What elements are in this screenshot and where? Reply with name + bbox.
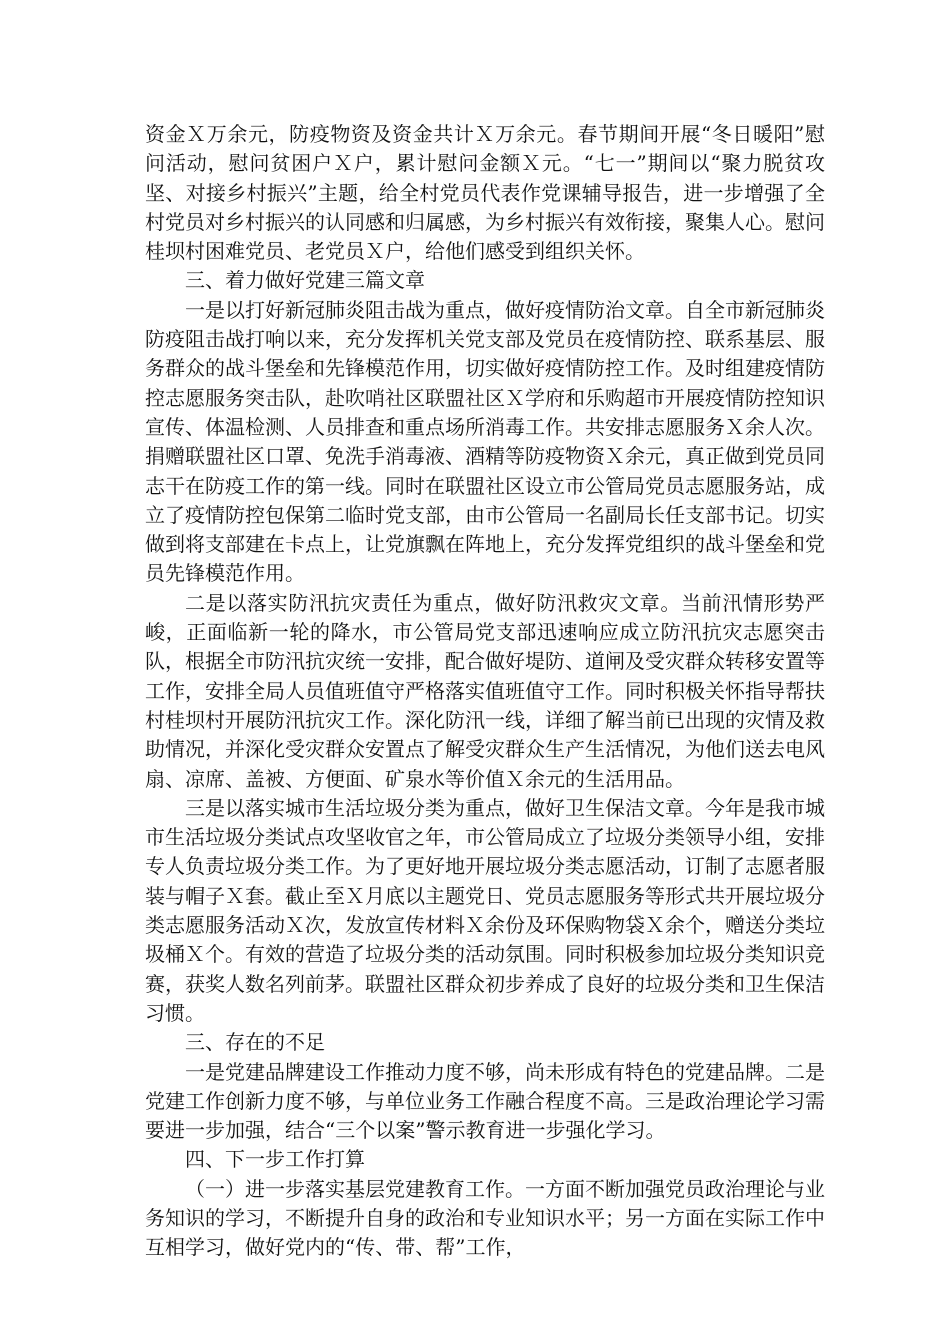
paragraph-next-steps: （一）进一步落实基层党建教育工作。一方面不断加强党员政治理论与业务知识的学习，不断提升自身的政治和专业知识水平；另一方面在实际工作中互相学习，做好党内的“传、带、帮”工作， <box>145 1176 825 1260</box>
section-heading-shortcomings: 三、存在的不足 <box>185 1030 325 1055</box>
paragraph-epidemic-prevention: 一是以打好新冠肺炎阻击战为重点，做好疫情防治文章。自全市新冠肺炎防疫阻击战打响以来，充分发挥机关党支部及党员在疫情防控、联系基层、服务群众的战斗堡垒和先锋模范作用，切实做好疫情防控工作。及时组建疫情防控志愿服务突击队，赴吹哨社区联盟社区Ｘ学府和乐购超市开展疫情防控知识宣传、体温检测、人员排查和重点场所消毒工作。共安排志愿服务Ｘ余人次。捐赠联盟社区口罩、免洗手消毒液、酒精等防疫物资Ｘ余元，真正做到党员同志干在防疫工作的第一线。同时在联盟社区设立市公管局党员志愿服务站，成立了疫情防控包保第二临时党支部，由市公管局一名副局长任支部书记。切实做到将支部建在卡点上，让党旗飘在阵地上，充分发挥党组织的战斗堡垒和党员先锋模范作用。 <box>145 297 825 586</box>
section-heading-three-articles: 三、着力做好党建三篇文章 <box>185 268 425 293</box>
paragraph-shortcomings: 一是党建品牌建设工作推动力度不够，尚未形成有特色的党建品牌。二是党建工作创新力度不够，与单位业务工作融合程度不高。三是政治理论学习需要进一步加强，结合“三个以案”警示教育进一步强化学习。 <box>145 1059 825 1143</box>
paragraph-garbage-sorting: 三是以落实城市生活垃圾分类为重点，做好卫生保洁文章。今年是我市城市生活垃圾分类试点攻坚收官之年，市公管局成立了垃圾分类领导小组，安排专人负责垃圾分类工作。为了更好地开展垃圾分类志愿活动，订制了志愿者服装与帽子Ｘ套。截止至Ｘ月底以主题党日、党员志愿服务等形式共开展垃圾分类志愿服务活动Ｘ次，发放宣传材料Ｘ余份及环保购物袋Ｘ余个，赠送分类垃圾桶Ｘ个。有效的营造了垃圾分类的活动氛围。同时积极参加垃圾分类知识竞赛，获奖人数名列前茅。联盟社区群众初步养成了良好的垃圾分类和卫生保洁习惯。 <box>145 795 825 1025</box>
section-heading-next-steps: 四、下一步工作打算 <box>185 1147 365 1172</box>
document-page <box>145 120 825 1263</box>
paragraph-flood-control: 二是以落实防汛抗灾责任为重点，做好防汛救灾文章。当前汛情形势严峻，正面临新一轮的降水，市公管局党支部迅速响应成立防汛抗灾志愿突击队，根据全市防汛抗灾统一安排，配合做好堤防、道闸及受灾群众转移安置等工作，安排全局人员值班值守严格落实值班值守工作。同时积极关怀指导帮扶村桂坝村开展防汛抗灾工作。深化防汛一线，详细了解当前已出现的灾情及救助情况，并深化受灾群众安置点了解受灾群众生产生活情况，为他们送去电风扇、凉席、盖被、方便面、矿泉水等价值Ｘ余元的生活用品。 <box>145 590 825 791</box>
paragraph-relief-funds: 资金Ｘ万余元，防疫物资及资金共计Ｘ万余元。春节期间开展“冬日暖阳”慰问活动，慰问贫困户Ｘ户，累计慰问金额Ｘ元。“七一”期间以“聚力脱贫攻坚、对接乡村振兴”主题，给全村党员代表作党课辅导报告，进一步增强了全村党员对乡村振兴的认同感和归属感，为乡村振兴有效衔接，聚集人心。慰问桂坝村困难党员、老党员Ｘ户，给他们感受到组织关怀。 <box>145 122 825 264</box>
